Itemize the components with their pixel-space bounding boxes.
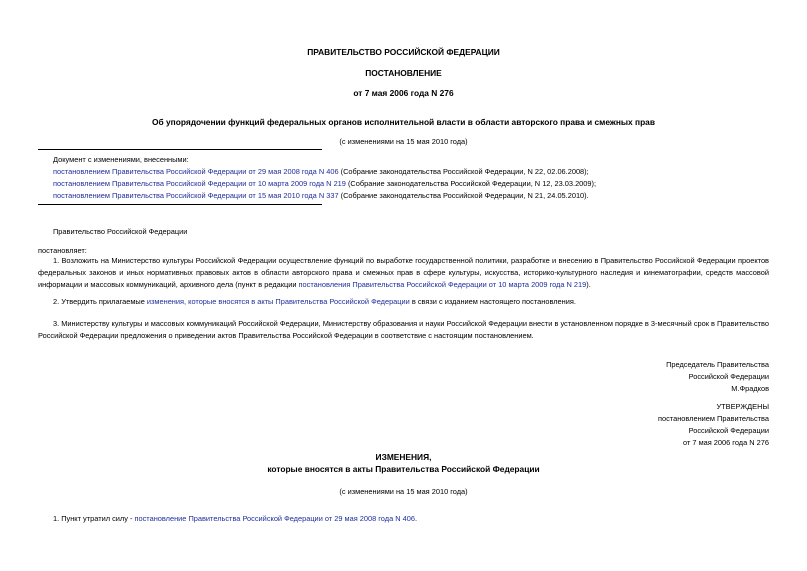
changes-item-1-link[interactable]: постановление Правительства Российской Федерации от 29 мая 2008 года N 406 bbox=[134, 514, 415, 523]
signature-country: Российской Федерации bbox=[688, 372, 769, 381]
paragraph-2-start: 2. Утвердить прилагаемые bbox=[53, 297, 147, 306]
changes-subtitle: которые вносятся в акты Правительства Российской Федерации bbox=[267, 464, 540, 474]
change-item bbox=[53, 179, 596, 188]
changes-amended-note: (с изменениями на 15 мая 2010 года) bbox=[339, 487, 468, 496]
amended-note: (с изменениями на 15 мая 2010 года) bbox=[339, 137, 468, 146]
government-subject: Правительство Российской Федерации bbox=[53, 227, 188, 236]
document-type: ПОСТАНОВЛЕНИЕ bbox=[365, 68, 442, 78]
amendment-source: (Собрание законодательства Российской Федерации, N 12, 23.03.2009); bbox=[345, 179, 597, 188]
paragraph-3: 3. Министерству культуры и массовых коммуникаций Российской Федерации, Министерству образования и науки Российской Федерации внести в установленном порядке в 3-месячный срок в Правительство Российской Федерации предложения о приведении актов Правительства Российской Федерации в соответствие с настоящим постановлением. bbox=[38, 319, 769, 340]
divider-top bbox=[38, 149, 322, 150]
paragraph-2-end: в связи с изданием настоящего постановления. bbox=[409, 297, 576, 306]
changes-item-1-start: 1. Пункт утратил силу - bbox=[53, 514, 135, 523]
signature-name: М.Фрадков bbox=[731, 384, 769, 393]
amendment-source: (Собрание законодательства Российской Федерации, N 22, 02.06.2008); bbox=[338, 167, 589, 176]
approved-country: Российской Федерации bbox=[688, 426, 769, 435]
divider-bottom bbox=[38, 204, 322, 205]
change-item bbox=[53, 191, 589, 200]
amendment-link[interactable]: постановлением Правительства Российской Федерации от 15 мая 2010 года N 337 bbox=[53, 191, 339, 200]
paragraph-1-text: 1. Возложить на Министерство культуры Российской Федерации осуществление функций по выработке государственной политики, разработке и внесению в Правительство Российской Федерации проектов федеральных законов и иных нормативных правовых актов в области авторского права и смежных прав в сфере культуры, искусства, историко-культурного наследия и кинематографии, средств массовой информации и массовых коммуникаций, архивного дела (пункт в редакции bbox=[38, 256, 769, 289]
changes-item-1-end: . bbox=[414, 514, 418, 523]
changes-title: ИЗМЕНЕНИЯ, bbox=[375, 452, 432, 462]
amendment-link[interactable]: постановлением Правительства Российской Федерации от 10 марта 2009 года N 219 bbox=[53, 179, 346, 188]
paragraph-2 bbox=[53, 297, 576, 306]
changes-item-1 bbox=[53, 514, 417, 523]
paragraph-1-end: ). bbox=[586, 280, 591, 289]
paragraph-1 bbox=[38, 255, 769, 291]
approved-by: постановлением Правительства bbox=[658, 414, 769, 423]
amendment-link[interactable]: постановлением Правительства Российской Федерации от 29 мая 2008 года N 406 bbox=[53, 167, 339, 176]
approved-heading: УТВЕРЖДЕНЫ bbox=[716, 402, 769, 411]
signature-position: Председатель Правительства bbox=[666, 360, 769, 369]
approved-date: от 7 мая 2006 года N 276 bbox=[683, 438, 769, 447]
change-item bbox=[53, 167, 589, 176]
document-title: Об упорядочении функций федеральных органов исполнительной власти в области авторского права и смежных прав bbox=[151, 117, 655, 127]
paragraph-1-link[interactable]: постановления Правительства Российской Федерации от 10 марта 2009 года N 219 bbox=[298, 280, 587, 289]
changes-intro: Документ с изменениями, внесенными: bbox=[53, 155, 189, 164]
amendment-source: (Собрание законодательства Российской Федерации, N 21, 24.05.2010). bbox=[338, 191, 589, 200]
government-heading: ПРАВИТЕЛЬСТВО РОССИЙСКОЙ ФЕДЕРАЦИИ bbox=[307, 47, 500, 57]
document-date-number: от 7 мая 2006 года N 276 bbox=[353, 88, 454, 98]
decides-word: постановляет: bbox=[38, 246, 87, 255]
paragraph-2-link[interactable]: изменения, которые вносятся в акты Правительства Российской Федерации bbox=[146, 297, 410, 306]
